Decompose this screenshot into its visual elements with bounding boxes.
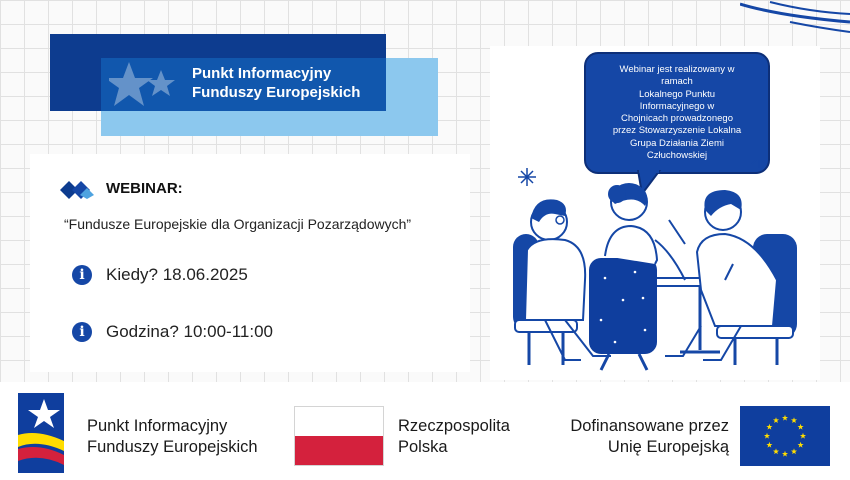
eu-star (766, 442, 772, 448)
rp-logo-line1: Rzeczpospolita (398, 417, 510, 435)
bubble-line: Człuchowskiej (646, 150, 708, 162)
meeting-illustration (505, 160, 825, 374)
bubble-line: Grupa Działania Ziemi (630, 137, 724, 149)
info-icon: i (72, 322, 92, 342)
sparkle-icon (518, 168, 536, 186)
eu-star (800, 433, 806, 439)
fe-logo-icon (18, 393, 64, 473)
eu-star (798, 424, 804, 430)
eu-star (791, 448, 797, 454)
fe-logo-line1: Punkt Informacyjny (87, 417, 228, 435)
time-text: Godzina? 10:00-11:00 (106, 322, 273, 341)
eu-logo-text (553, 416, 729, 458)
header-title (192, 64, 392, 102)
date-row (72, 265, 248, 285)
bubble-line: Lokalnego Punktu (638, 88, 716, 100)
bubble-line: przez Stowarzyszenie Lokalna (612, 125, 742, 137)
eu-star (791, 417, 797, 423)
fe-logo-text (87, 416, 258, 458)
flag-red-stripe (295, 436, 383, 466)
bubble-line: Chojnicach prowadzonego (621, 113, 733, 125)
polish-flag-icon (294, 406, 384, 466)
sparkle-icon (748, 160, 770, 168)
webinar-logo-icon (60, 181, 96, 199)
info-icon: i (72, 265, 92, 285)
eu-star (764, 433, 770, 439)
eu-star (766, 424, 772, 430)
rp-logo-text (398, 416, 510, 458)
date-text: Kiedy? 18.06.2025 (106, 265, 248, 284)
bubble-line: Informacyjnego w (639, 100, 715, 112)
eu-star (773, 448, 779, 454)
header-title-line2: Funduszy Europejskich (192, 84, 361, 101)
eu-flag-icon (740, 406, 830, 466)
eu-star (773, 417, 779, 423)
eu-star (798, 442, 804, 448)
eu-logo-line2: Unię Europejską (607, 438, 729, 456)
speech-bubble (584, 52, 770, 174)
webinar-label: WEBINAR: (106, 180, 183, 197)
eu-star (782, 451, 788, 457)
rp-logo-line2: Polska (398, 438, 448, 456)
time-row (72, 322, 273, 342)
bubble-line: ramach (661, 76, 693, 88)
eu-stars (740, 406, 830, 466)
eu-logo-line1: Dofinansowane przez (570, 417, 729, 435)
fe-logo-line2: Funduszy Europejskich (87, 438, 258, 456)
eu-star (782, 415, 788, 421)
brush-stroke-decoration (740, 0, 850, 36)
bubble-line: Webinar jest realizowany w (619, 64, 735, 75)
header-title-line1: Punkt Informacyjny (192, 65, 332, 82)
flag-white-stripe (295, 407, 383, 436)
star-watermark-icon (109, 60, 179, 110)
webinar-topic: “Fundusze Europejskie dla Organizacji Pozarządowych” (64, 216, 412, 232)
